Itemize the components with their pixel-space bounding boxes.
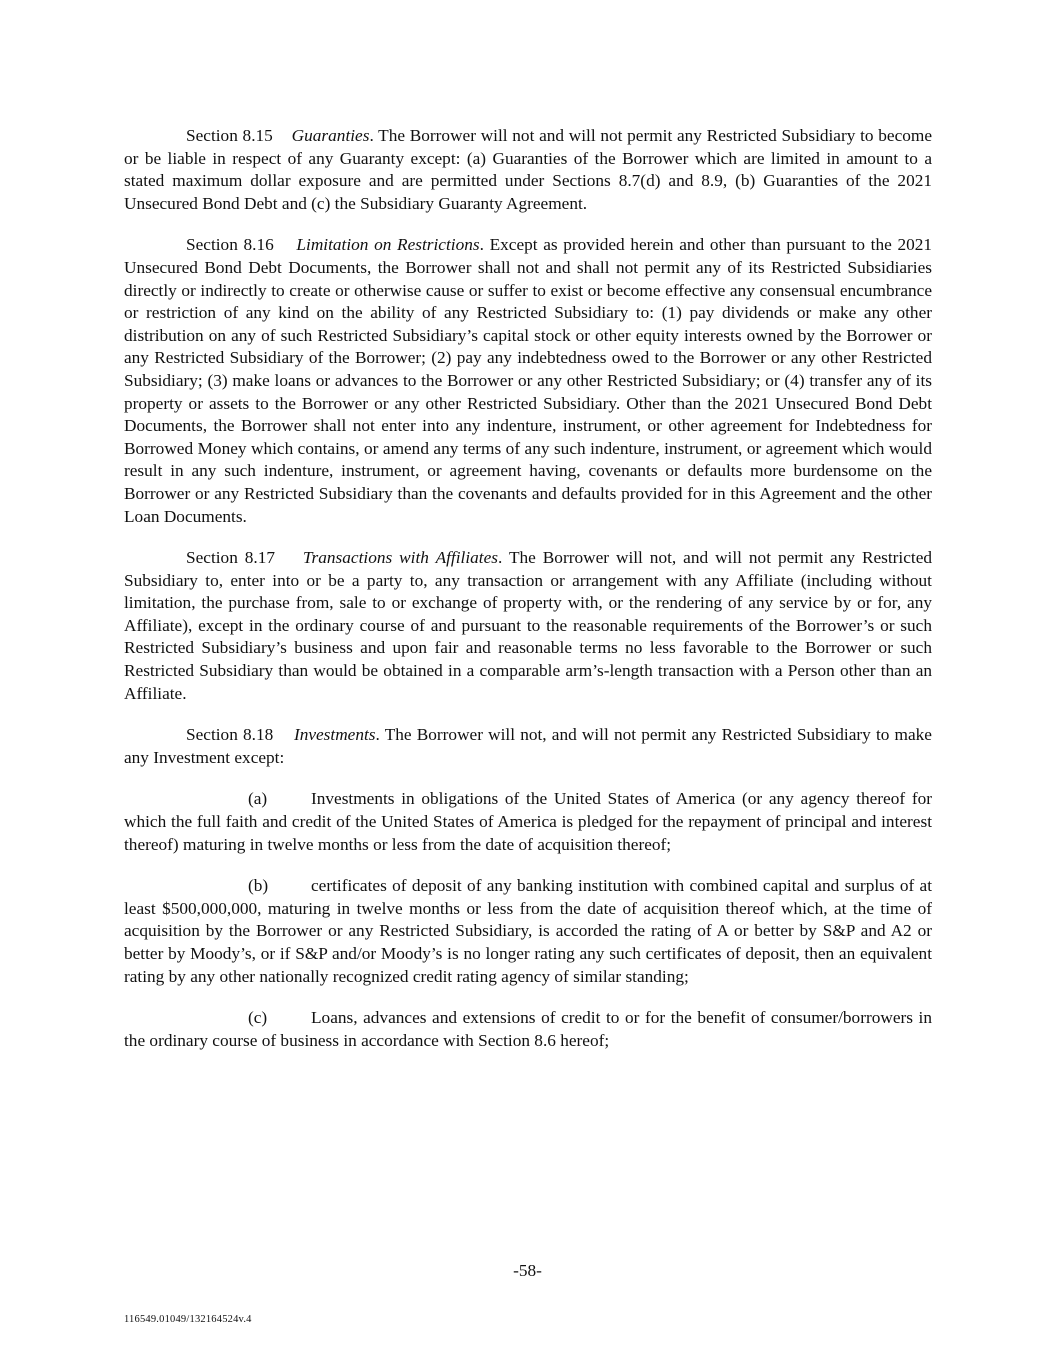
section-title: Limitation on Restrictions (296, 235, 480, 255)
clause-label: (c) (248, 1008, 268, 1028)
clause-b (124, 875, 932, 988)
document-page (124, 125, 932, 1071)
clause-text: certificates of deposit of any banking institution with combined capital and surplus of at least $500,000,000, maturing in twelve months or less from the date of acquisition thereof which, at the time of acquisition by the Borrower or any Restricted Subsidiary, is accorded the rating of A or better by S&P and A2 or better by Moody’s, or if S&P and/or Moody’s is no longer rating any such certificates of deposit, then an equivalent rating by any other nationally recognized credit rating agency of similar standing; (124, 876, 932, 986)
section-8-16 (124, 234, 932, 528)
clause-text: Investments in obligations of the United States of America (or any agency thereof for which the full faith and credit of the United States of America is pledged for the repayment of principal and interest thereof) maturing in twelve months or less from the date of acquisition thereof; (124, 789, 932, 854)
clause-text: Loans, advances and extensions of credit to or for the benefit of consumer/borrowers in the ordinary course of business in accordance with Section 8.6 hereof; (124, 1008, 932, 1050)
section-body: . The Borrower will not, and will not permit any Restricted Subsidiary to, enter into or be a party to, any transaction or arrangement with any Affiliate (including without limitation, the purchase from, sale to or exchange of property with, or the rendering of any service by or for, any Affiliate), except in the ordinary course of and pursuant to the reasonable requirements of the Borrower’s or such Restricted Subsidiary’s business and upon fair and reasonable terms no less favorable to the Borrower or such Restricted Subsidiary than would be obtained in a comparable arm’s-length transaction with a Person other than an Affiliate. (124, 548, 933, 703)
clause-label: (a) (248, 789, 268, 809)
section-number: Section 8.16 (186, 235, 274, 255)
clause-c (124, 1007, 932, 1052)
section-8-17 (124, 547, 932, 705)
section-number: Section 8.18 (186, 725, 274, 745)
page-number: -58- (513, 1261, 542, 1280)
clause-label: (b) (248, 876, 269, 896)
document-id: 116549.01049/132164524v.4 (124, 1314, 252, 1325)
section-body: . The Borrower will not and will not permit any Restricted Subsidiary to become or be liable in respect of any Guaranty except: (a) Guaranties of the Borrower which are limited in amount to a stated maximum dollar exposure and are permitted under Sections 8.7(d) and 8.9, (b) Guaranties of the 2021 Unsecured Bond Debt and (c) the Subsidiary Guaranty Agreement. (124, 126, 932, 213)
section-number: Section 8.17 (186, 548, 276, 568)
section-8-15 (124, 125, 932, 215)
section-title: Transactions with Affiliates (302, 548, 498, 568)
section-title: Guaranties (291, 126, 370, 145)
section-body: . The Borrower will not, and will not permit any Restricted Subsidiary to make any Investment except: (124, 725, 932, 767)
section-number: Section 8.15 (186, 126, 273, 145)
clause-a (124, 788, 932, 856)
section-8-18 (124, 724, 932, 769)
section-title: Investments (293, 725, 376, 745)
section-body: . Except as provided herein and other than pursuant to the 2021 Unsecured Bond Debt Documents, the Borrower shall not and shall not permit any of its Restricted Subsidiaries directly or indirectly to create or otherwise cause or suffer to exist or become effective any consensual encumbrance or restriction of any kind on the ability of any Restricted Subsidiary to: (1) pay dividends or make any other distribution on any of such Restricted Subsidiary’s capital stock or other equity interests owned by the Borrower or any Restricted Subsidiary of the Borrower; (2) pay any indebtedness owed to the Borrower or any other Restricted Subsidiary; (3) make loans or advances to the Borrower or any other Restricted Subsidiary; or (4) transfer any of its property or assets to the Borrower or any other Restricted Subsidiary. Other than the 2021 Unsecured Bond Debt Documents, the Borrower shall not enter into any indenture, instrument, or other agreement for Indebtedness for Borrowed Money which contains, or amend any terms of any such indenture, instrument, or agreement which would result in any such indenture, instrument, or agreement having, covenants or defaults more burdensome on the Borrower or any Restricted Subsidiary than the covenants and defaults provided for in this Agreement and the other Loan Documents. (124, 235, 933, 526)
